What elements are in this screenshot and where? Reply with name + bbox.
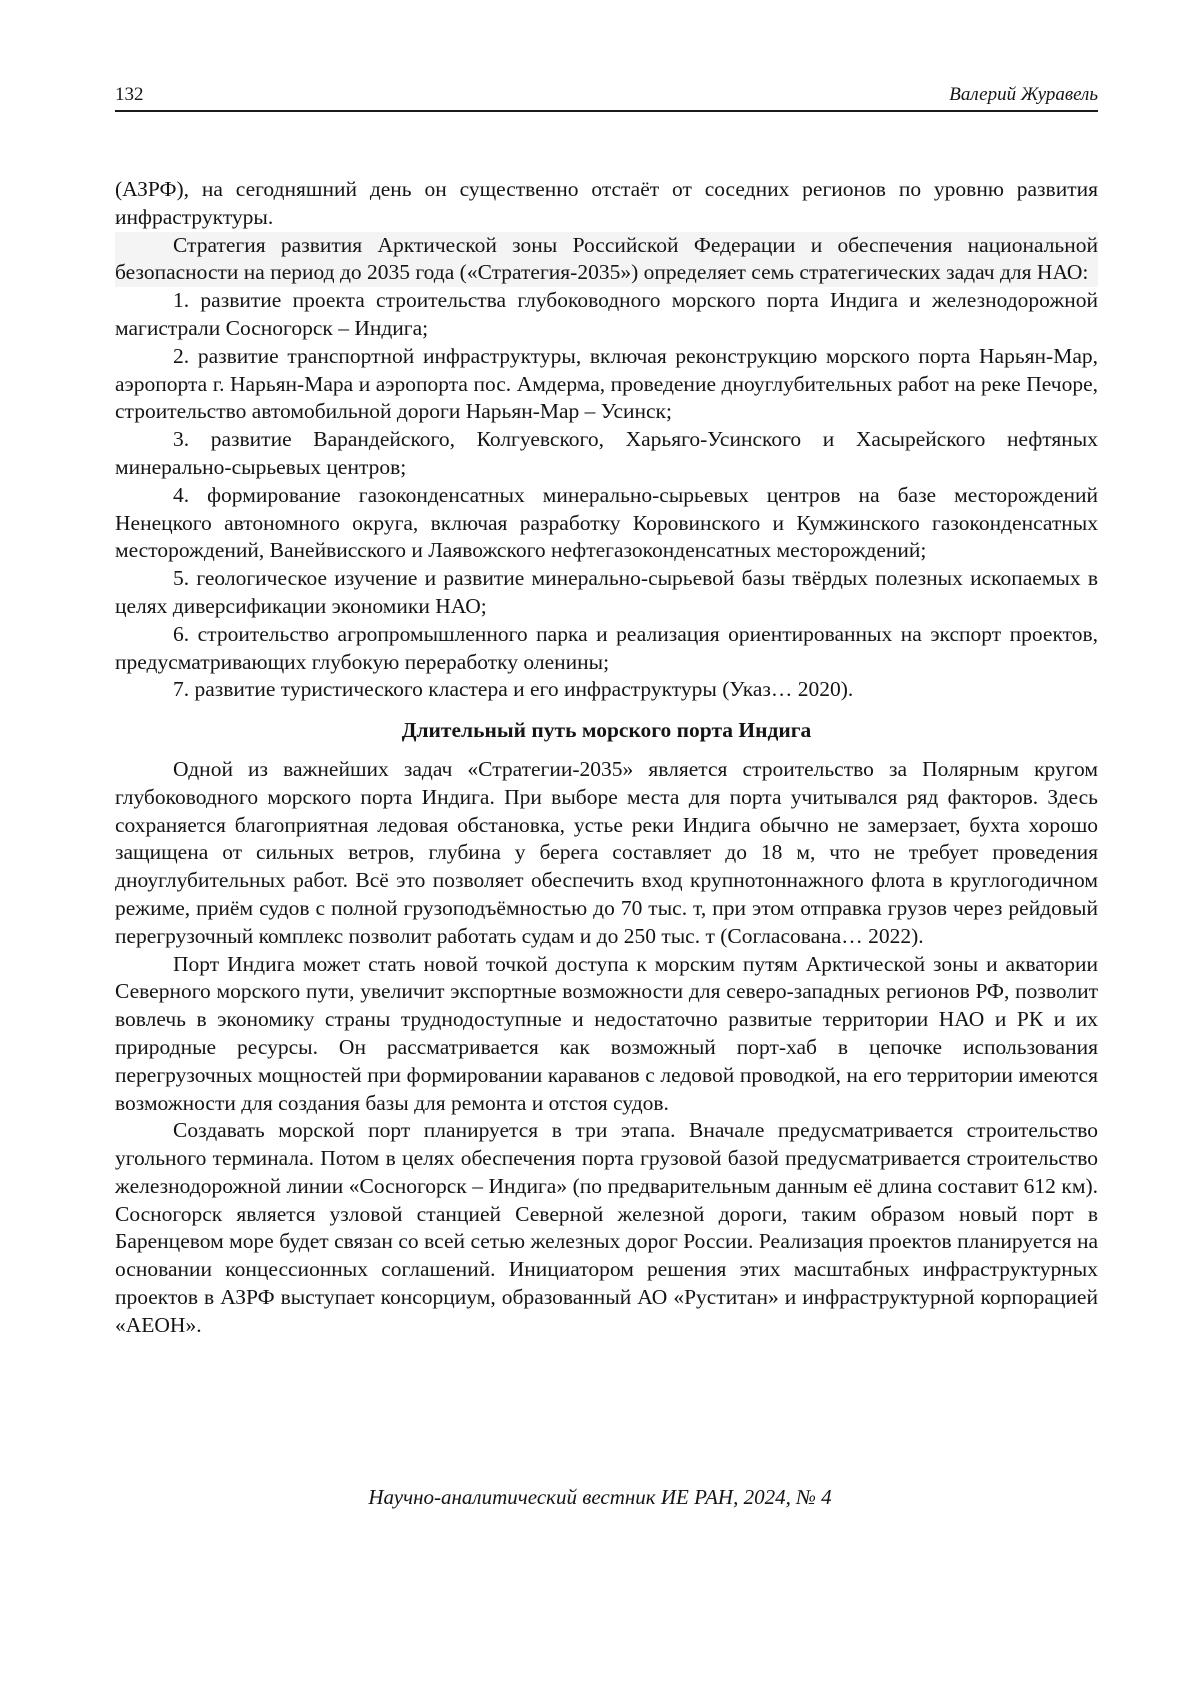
- task-item-4: 4. формирование газоконденсатных минерально-сырьевых центров на базе месторождений Ненецкого автономного округа, включая разработку Коровинского и Кумжинского газоконденсатных месторождений, Ванейвисского и Лаявожского нефтегазоконденсатных месторождений;: [115, 482, 1098, 563]
- author-name: Валерий Журавель: [949, 84, 1098, 105]
- task-item-7: 7. развитие туристического кластера и его инфраструктуры (Указ… 2020).: [173, 677, 854, 702]
- task-item-2: 2. развитие транспортной инфраструктуры, включая реконструкцию морского порта Нарьян-Мар, аэропорта г. Нарьян-Мара и аэропорта пос. Амдерма, проведение дноуглубительных работ на реке Печоре, строительство автомобильной дороги Нарьян-Мар – Усинск;: [115, 343, 1098, 424]
- journal-footer: Научно-аналитический вестник ИЕ РАН, 2024, № 4: [368, 1485, 832, 1509]
- body-text: [115, 176, 1098, 1340]
- running-header: [115, 86, 1098, 112]
- task-item-5: 5. геологическое изучение и развитие минерально-сырьевой базы твёрдых полезных ископаемых в целях диверсификации экономики НАО;: [115, 566, 1098, 618]
- page-number: 132: [115, 84, 144, 105]
- section-paragraph-1: Одной из важнейших задач «Стратегии-2035» является строительство за Полярным кругом глубоководного морского порта Индига. При выборе места для порта учитывался ряд факторов. Здесь сохраняется благоприятная ледовая обстановка, устье реки Индига обычно не замерзает, бухта хорошо защищена от сильных ветров, глубина у берега составляет до 18 м, что не требует проведения дноуглубительных работ. Всё это позволяет обеспечить вход крупнотоннажного флота в круглогодичном режиме, приём судов с полной грузоподъёмностью до 70 тыс. т, при этом отправка грузов через рейдовый перегрузочный комплекс позволит работать судам и до 250 тыс. т (Согласована… 2022).: [115, 756, 1098, 948]
- continuation-paragraph: (АЗРФ), на сегодняшний день он существенно отстаёт от соседних регионов по уровню развития инфраструктуры.: [115, 177, 1098, 229]
- strategy-intro-paragraph: Стратегия развития Арктической зоны Российской Федерации и обеспечения национальной безопасности на период до 2035 года («Стратегия-2035») определяет семь стратегических задач для НАО:: [115, 232, 1098, 288]
- section-paragraph-3: Создавать морской порт планируется в три этапа. Вначале предусматривается строительство угольного терминала. Потом в целях обеспечения порта грузовой базой предусматривается строительство железнодорожной линии «Сосногорск – Индига» (по предварительным данным её длина составит 612 км). Сосногорск является узловой станцией Северной железной дороги, таким образом новый порт в Баренцевом море будет связан со всей сетью железных дорог России. Реализация проектов планируется на основании концессионных соглашений. Инициатором решения этих масштабных инфраструктурных проектов в АЗРФ выступает консорциум, образованный АО «Руститан» и инфраструктурной корпорацией «АЕОН».: [115, 1118, 1098, 1337]
- task-item-1: 1. развитие проекта строительства глубоководного морского порта Индига и железнодорожной магистрали Сосногорск – Индига;: [115, 288, 1098, 340]
- task-item-3: 3. развитие Варандейского, Колгуевского, Харьяго-Усинского и Хасырейского нефтяных минерально-сырьевых центров;: [115, 427, 1098, 479]
- section-paragraph-2: Порт Индига может стать новой точкой доступа к морским путям Арктической зоны и акватории Северного морского пути, увеличит экспортные возможности для северо-западных регионов РФ, позволит вовлечь в экономику страны труднодоступные и недостаточно развитые территории НАО и РК и их природные ресурсы. Он рассматривается как возможный порт-хаб в цепочке использования перегрузочных мощностей при формировании караванов с ледовой проводкой, на его территории имеются возможности для создания базы для ремонта и отстоя судов.: [115, 951, 1098, 1115]
- section-heading: Длительный путь морского порта Индига: [401, 718, 812, 743]
- task-item-6: 6. строительство агропромышленного парка и реализация ориентированных на экспорт проектов, предусматривающих глубокую переработку оленины;: [115, 621, 1098, 674]
